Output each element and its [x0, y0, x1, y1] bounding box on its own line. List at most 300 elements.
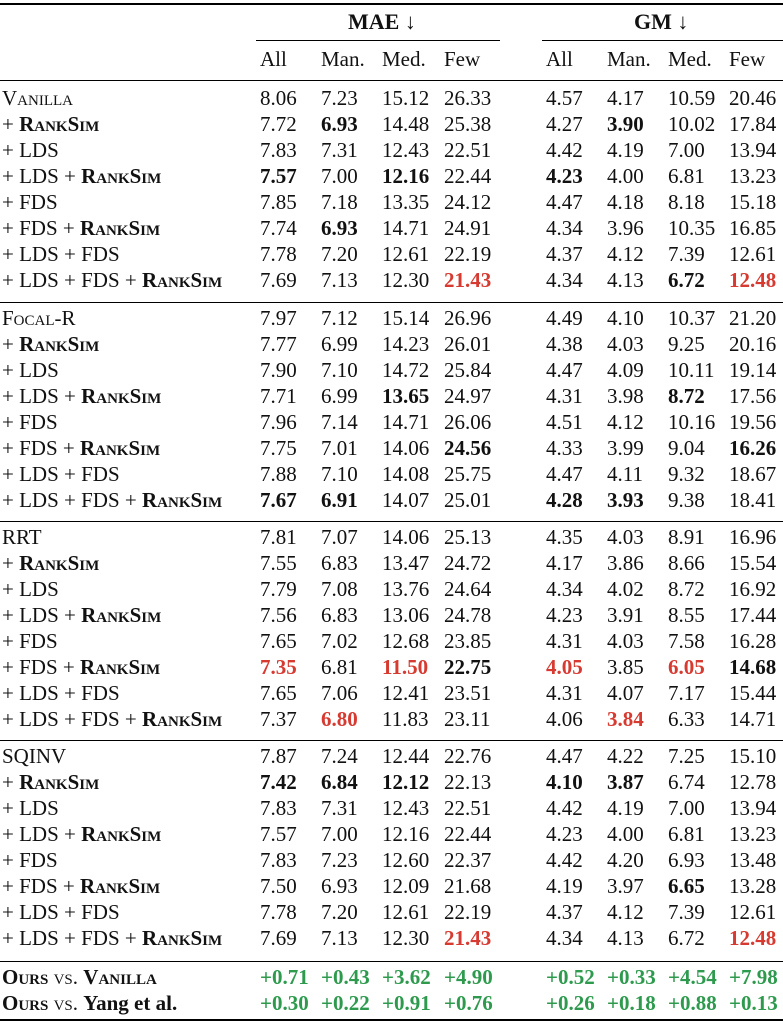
table-cell: 26.06: [444, 410, 492, 434]
table-cell: 14.68: [729, 655, 777, 679]
table-cell: 15.14: [382, 306, 430, 330]
table-cell: 7.58: [668, 629, 705, 653]
table-cell: 7.83: [260, 848, 297, 872]
table-cell: 4.20: [607, 848, 644, 872]
table-cell: 11.50: [382, 655, 429, 679]
table-cell: 22.19: [444, 242, 492, 266]
summary-cell: +0.43: [321, 965, 370, 989]
table-cell: 12.68: [382, 629, 430, 653]
row-label-part: + LDS +: [2, 822, 82, 846]
summary-cell: +4.54: [668, 965, 717, 989]
table-cell: 10.02: [668, 112, 716, 136]
table-cell: 13.23: [729, 164, 777, 188]
table-cell: 7.31: [321, 796, 358, 820]
row-label-part: RankSim: [81, 822, 162, 846]
table-cell: 19.56: [729, 410, 777, 434]
column-header: All: [260, 47, 287, 71]
table-cell: 7.25: [668, 744, 705, 768]
row-label: [2, 899, 120, 925]
table-cell: 21.43: [444, 268, 492, 292]
table-cell: 6.81: [321, 655, 358, 679]
table-cell: 22.44: [444, 822, 492, 846]
table-cell: 3.86: [607, 551, 644, 575]
table-cell: 7.78: [260, 242, 297, 266]
table-cell: 7.13: [321, 926, 358, 950]
table-cell: 4.07: [607, 681, 644, 705]
table-cell: 7.08: [321, 577, 358, 601]
table-cell: 4.12: [607, 900, 644, 924]
table-cell: 6.84: [321, 770, 358, 794]
table-cell: 7.20: [321, 900, 358, 924]
top-rule: [0, 3, 783, 5]
table-cell: 7.69: [260, 268, 297, 292]
row-label: [2, 990, 177, 1016]
row-label: [2, 85, 73, 111]
row-label: [2, 305, 76, 331]
row-label-part: RankSim: [79, 655, 161, 679]
summary-cell: +0.22: [321, 991, 370, 1015]
row-label-part: + LDS +: [2, 164, 82, 188]
table-cell: 7.13: [321, 268, 358, 292]
table-cell: 6.72: [668, 926, 705, 950]
table-cell: 13.48: [729, 848, 777, 872]
table-cell: 4.03: [607, 629, 644, 653]
row-label: [2, 524, 42, 550]
table-cell: 4.22: [607, 744, 644, 768]
table-cell: 4.47: [546, 190, 583, 214]
block-rule: [0, 521, 783, 522]
table-cell: 13.23: [729, 822, 777, 846]
table-cell: 4.35: [546, 525, 583, 549]
row-label: [2, 743, 66, 769]
table-cell: 4.23: [546, 603, 583, 627]
header-rule: [0, 80, 783, 81]
table-cell: 12.61: [382, 900, 430, 924]
table-cell: 4.00: [607, 164, 644, 188]
table-cell: 7.71: [260, 384, 297, 408]
summary-cell: +0.30: [260, 991, 309, 1015]
table-cell: 4.12: [607, 410, 644, 434]
table-cell: 15.10: [729, 744, 777, 768]
table-cell: 14.72: [382, 358, 430, 382]
summary-rule: [0, 961, 783, 962]
table-cell: 12.41: [382, 681, 430, 705]
column-header: All: [546, 47, 573, 71]
table-cell: 22.37: [444, 848, 492, 872]
table-cell: 7.02: [321, 629, 358, 653]
table-cell: 4.18: [607, 190, 644, 214]
table-cell: 8.66: [668, 551, 705, 575]
table-cell: 7.90: [260, 358, 297, 382]
table-cell: 6.81: [668, 164, 705, 188]
table-cell: 10.35: [668, 216, 716, 240]
table-cell: 12.43: [382, 138, 430, 162]
row-label-part: +: [2, 112, 20, 136]
table-cell: 26.96: [444, 306, 492, 330]
table-cell: 4.31: [546, 681, 583, 705]
row-label-part: vs.: [48, 965, 84, 989]
row-label-part: + LDS + FDS +: [2, 707, 142, 731]
table-cell: 7.39: [668, 242, 705, 266]
table-cell: 13.94: [729, 138, 777, 162]
table-cell: 6.81: [668, 822, 705, 846]
row-label-part: RankSim: [141, 268, 223, 292]
table-cell: 3.87: [607, 770, 644, 794]
table-cell: 7.79: [260, 577, 297, 601]
table-cell: 24.72: [444, 551, 492, 575]
table-cell: 3.84: [607, 707, 644, 731]
row-label-part: + LDS: [2, 358, 59, 382]
table-cell: 4.49: [546, 306, 583, 330]
table-cell: 21.20: [729, 306, 777, 330]
row-label: [2, 654, 160, 680]
table-cell: 17.44: [729, 603, 777, 627]
row-label: [2, 163, 161, 189]
row-label: [2, 925, 222, 951]
table-cell: 7.00: [321, 164, 358, 188]
table-cell: 7.65: [260, 681, 297, 705]
table-cell: 7.10: [321, 462, 358, 486]
table-cell: 7.57: [260, 164, 297, 188]
table-cell: 24.56: [444, 436, 492, 460]
row-label: [2, 357, 59, 383]
table-cell: 8.72: [668, 384, 705, 408]
table-cell: 7.97: [260, 306, 297, 330]
table-cell: 7.37: [260, 707, 297, 731]
row-label-part: RankSim: [81, 164, 162, 188]
row-label: [2, 847, 58, 873]
table-cell: 18.41: [729, 488, 777, 512]
table-cell: 8.18: [668, 190, 705, 214]
table-cell: 12.30: [382, 268, 430, 292]
table-cell: 24.78: [444, 603, 492, 627]
summary-cell: +0.33: [607, 965, 656, 989]
table-cell: 3.96: [607, 216, 644, 240]
table-cell: 7.06: [321, 681, 358, 705]
row-label: [2, 795, 59, 821]
table-cell: 6.80: [321, 707, 358, 731]
table-cell: 4.31: [546, 384, 583, 408]
row-label: [2, 137, 59, 163]
table-cell: 14.06: [382, 525, 430, 549]
row-label: [2, 964, 157, 990]
summary-cell: +0.52: [546, 965, 595, 989]
bottom-rule: [0, 1019, 783, 1021]
table-cell: 3.93: [607, 488, 644, 512]
block-rule: [0, 740, 783, 741]
table-cell: 7.77: [260, 332, 297, 356]
table-cell: 7.18: [321, 190, 358, 214]
table-cell: 4.34: [546, 216, 583, 240]
table-cell: 6.93: [321, 112, 358, 136]
table-cell: 6.05: [668, 655, 705, 679]
table-cell: 6.99: [321, 384, 358, 408]
table-cell: 16.92: [729, 577, 777, 601]
row-label-part: Vanilla: [83, 965, 157, 989]
row-label-part: +: [2, 332, 20, 356]
row-label-part: RankSim: [79, 874, 161, 898]
table-cell: 7.78: [260, 900, 297, 924]
table-cell: 4.19: [546, 874, 583, 898]
row-label-part: vs.: [48, 991, 84, 1015]
table-cell: 16.26: [729, 436, 777, 460]
table-cell: 25.84: [444, 358, 492, 382]
row-label-part: SQINV: [2, 744, 67, 768]
row-label: [2, 409, 58, 435]
table-cell: 12.43: [382, 796, 430, 820]
row-label-part: + LDS + FDS +: [2, 926, 142, 950]
table-cell: 4.05: [546, 655, 583, 679]
table-cell: 22.76: [444, 744, 492, 768]
row-label: [2, 461, 120, 487]
table-cell: 4.42: [546, 848, 583, 872]
column-header: Man.: [321, 47, 365, 71]
row-label-part: +: [2, 770, 20, 794]
table-cell: 7.50: [260, 874, 297, 898]
table-cell: 14.07: [382, 488, 430, 512]
table-cell: 6.65: [668, 874, 705, 898]
row-label-part: Vanilla: [2, 86, 73, 110]
table-cell: 4.42: [546, 138, 583, 162]
table-cell: 9.38: [668, 488, 705, 512]
row-label-part: RankSim: [141, 707, 223, 731]
row-label: [2, 435, 160, 461]
row-label-part: RankSim: [19, 770, 100, 794]
row-label-part: + LDS: [2, 138, 59, 162]
table-cell: 12.30: [382, 926, 430, 950]
row-label-part: + FDS +: [2, 216, 80, 240]
table-cell: 13.65: [382, 384, 430, 408]
table-cell: 3.98: [607, 384, 644, 408]
row-label: [2, 576, 59, 602]
table-cell: 13.28: [729, 874, 777, 898]
table-cell: 7.56: [260, 603, 297, 627]
row-label-part: Ours: [2, 965, 49, 989]
table-cell: 20.16: [729, 332, 777, 356]
table-cell: 4.42: [546, 796, 583, 820]
table-cell: 4.17: [546, 551, 583, 575]
table-cell: 12.60: [382, 848, 430, 872]
table-cell: 4.06: [546, 707, 583, 731]
summary-cell: +0.26: [546, 991, 595, 1015]
column-header: Med.: [668, 47, 712, 71]
table-cell: 22.19: [444, 900, 492, 924]
summary-cell: +0.76: [444, 991, 493, 1015]
table-cell: 18.67: [729, 462, 777, 486]
table-cell: 3.85: [607, 655, 644, 679]
table-cell: 6.72: [668, 268, 705, 292]
table-cell: 7.07: [321, 525, 358, 549]
table-cell: 25.13: [444, 525, 492, 549]
table-cell: 12.48: [729, 926, 777, 950]
row-label: [2, 189, 58, 215]
table-cell: 6.93: [321, 874, 358, 898]
table-cell: 7.72: [260, 112, 297, 136]
table-cell: 13.06: [382, 603, 430, 627]
table-cell: 9.25: [668, 332, 705, 356]
summary-cell: +0.91: [382, 991, 431, 1015]
table-cell: 14.71: [729, 707, 777, 731]
row-label-part: RankSim: [19, 332, 100, 356]
table-cell: 7.10: [321, 358, 358, 382]
summary-cell: +0.71: [260, 965, 309, 989]
row-label-part: + LDS +: [2, 603, 82, 627]
table-cell: 22.13: [444, 770, 492, 794]
summary-cell: +4.90: [444, 965, 493, 989]
row-label-part: + LDS: [2, 796, 59, 820]
table-cell: 16.96: [729, 525, 777, 549]
table-cell: 7.96: [260, 410, 297, 434]
gm-group-header: GM ↓: [634, 9, 689, 34]
table-cell: 14.08: [382, 462, 430, 486]
table-cell: 6.99: [321, 332, 358, 356]
table-cell: 20.46: [729, 86, 777, 110]
table-cell: 25.38: [444, 112, 492, 136]
row-label: [2, 821, 161, 847]
table-cell: 22.44: [444, 164, 492, 188]
table-cell: 7.31: [321, 138, 358, 162]
row-label-part: + FDS: [2, 629, 58, 653]
table-cell: 7.42: [260, 770, 297, 794]
table-cell: 6.83: [321, 551, 358, 575]
table-cell: 24.97: [444, 384, 492, 408]
table-cell: 7.83: [260, 138, 297, 162]
row-label-part: RankSim: [19, 551, 100, 575]
table-cell: 12.44: [382, 744, 430, 768]
row-label: [2, 383, 161, 409]
table-cell: 4.19: [607, 138, 644, 162]
table-cell: 12.61: [729, 900, 777, 924]
table-cell: 22.51: [444, 138, 492, 162]
table-cell: 4.38: [546, 332, 583, 356]
row-label-part: RankSim: [19, 112, 100, 136]
table-cell: 4.10: [607, 306, 644, 330]
table-cell: 7.81: [260, 525, 297, 549]
table-cell: 10.11: [668, 358, 715, 382]
table-cell: 23.11: [444, 707, 491, 731]
table-cell: 3.97: [607, 874, 644, 898]
table-cell: 6.93: [668, 848, 705, 872]
table-cell: 12.16: [382, 164, 430, 188]
table-cell: 12.12: [382, 770, 430, 794]
row-label-part: RankSim: [79, 436, 161, 460]
table-cell: 7.88: [260, 462, 297, 486]
table-cell: 4.34: [546, 926, 583, 950]
table-cell: 7.65: [260, 629, 297, 653]
row-label: [2, 267, 222, 293]
table-cell: 13.76: [382, 577, 430, 601]
table-cell: 24.64: [444, 577, 492, 601]
row-label: [2, 628, 58, 654]
row-label: [2, 706, 222, 732]
table-cell: 14.23: [382, 332, 430, 356]
row-label-part: RankSim: [81, 603, 162, 627]
summary-cell: +3.62: [382, 965, 431, 989]
table-cell: 7.83: [260, 796, 297, 820]
table-cell: 4.10: [546, 770, 583, 794]
row-label-part: RankSim: [141, 488, 223, 512]
table-cell: 7.74: [260, 216, 297, 240]
column-header: Few: [444, 47, 481, 71]
table-cell: 7.00: [668, 796, 705, 820]
table-cell: 4.31: [546, 629, 583, 653]
row-label: [2, 215, 160, 241]
table-cell: 23.51: [444, 681, 492, 705]
table-cell: 4.47: [546, 358, 583, 382]
table-cell: 7.00: [321, 822, 358, 846]
row-label-part: RankSim: [79, 216, 161, 240]
table-cell: 7.00: [668, 138, 705, 162]
table-cell: 24.91: [444, 216, 492, 240]
table-cell: 16.85: [729, 216, 777, 240]
table-cell: 4.23: [546, 164, 583, 188]
table-cell: 9.04: [668, 436, 705, 460]
table-cell: 7.75: [260, 436, 297, 460]
table-cell: 4.47: [546, 744, 583, 768]
table-cell: 4.34: [546, 577, 583, 601]
row-label-part: + FDS +: [2, 655, 80, 679]
table-cell: 7.69: [260, 926, 297, 950]
table-cell: 22.51: [444, 796, 492, 820]
table-cell: 8.72: [668, 577, 705, 601]
table-cell: 3.90: [607, 112, 644, 136]
row-label: [2, 487, 222, 513]
row-label-part: Ours: [2, 991, 49, 1015]
gm-cmidrule: [542, 40, 783, 41]
table-cell: 4.02: [607, 577, 644, 601]
row-label-part: Focal-R: [2, 306, 76, 330]
table-cell: 7.55: [260, 551, 297, 575]
table-cell: 4.27: [546, 112, 583, 136]
table-cell: 6.74: [668, 770, 705, 794]
table-cell: 4.11: [607, 462, 643, 486]
table-cell: 4.37: [546, 900, 583, 924]
table-cell: 7.17: [668, 681, 705, 705]
table-cell: 7.24: [321, 744, 358, 768]
table-cell: 6.91: [321, 488, 358, 512]
table-cell: 4.12: [607, 242, 644, 266]
table-cell: 7.23: [321, 86, 358, 110]
table-cell: 8.55: [668, 603, 705, 627]
table-cell: 4.03: [607, 525, 644, 549]
table-cell: 4.09: [607, 358, 644, 382]
mae-cmidrule: [256, 40, 500, 41]
row-label: [2, 680, 120, 706]
table-cell: 10.16: [668, 410, 716, 434]
table-cell: 22.75: [444, 655, 492, 679]
summary-cell: +0.18: [607, 991, 656, 1015]
table-cell: 15.54: [729, 551, 777, 575]
table-cell: 24.12: [444, 190, 492, 214]
summary-cell: +7.98: [729, 965, 778, 989]
table-cell: 7.35: [260, 655, 297, 679]
table-cell: 14.71: [382, 216, 430, 240]
table-cell: 15.18: [729, 190, 777, 214]
row-label-part: + LDS + FDS +: [2, 488, 142, 512]
table-cell: 7.23: [321, 848, 358, 872]
table-cell: 26.33: [444, 86, 492, 110]
table-cell: 3.91: [607, 603, 644, 627]
table-cell: 6.83: [321, 603, 358, 627]
row-label-part: + FDS: [2, 848, 58, 872]
table-cell: 17.56: [729, 384, 777, 408]
row-label-part: + LDS +: [2, 384, 82, 408]
table-cell: 21.43: [444, 926, 492, 950]
row-label: [2, 111, 99, 137]
table-cell: 12.16: [382, 822, 430, 846]
row-label: [2, 550, 99, 576]
table-cell: 7.87: [260, 744, 297, 768]
